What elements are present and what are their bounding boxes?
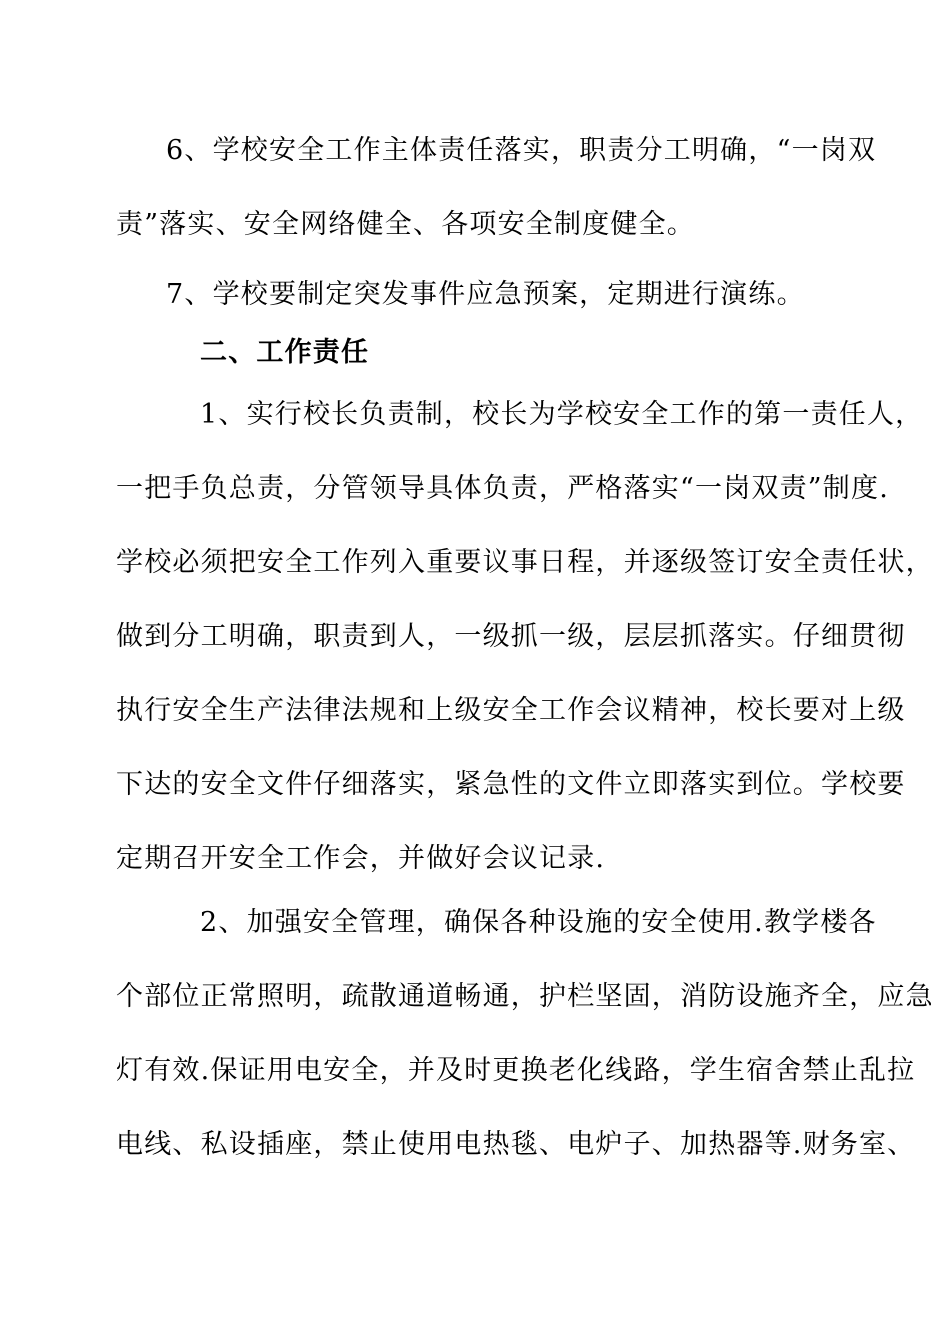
paragraph-line: 灯有效.保证用电安全，并及时更换老化线路，学生宿舍禁止乱拉 <box>116 1055 916 1086</box>
paragraph-line: 7、学校要制定突发事件应急预案，定期进行演练。 <box>166 279 805 310</box>
paragraph-line: 6、学校安全工作主体责任落实，职责分工明确，“一岗双 <box>166 135 877 166</box>
paragraph-line: 做到分工明确，职责到人，一级抓一级，层层抓落实。仔细贯彻 <box>116 621 906 652</box>
paragraph-line: 1、实行校长负责制，校长为学校安全工作的第一责任人， <box>200 399 924 430</box>
paragraph-line: 电线、私设插座，禁止使用电热毯、电炉子、加热器等.财务室、 <box>116 1129 916 1160</box>
paragraph-line: 个部位正常照明，疏散通道畅通，护栏坚固，消防设施齐全，应急 <box>116 981 934 1012</box>
paragraph-line: 学校必须把安全工作列入重要议事日程，并逐级签订安全责任状， <box>116 547 934 578</box>
paragraph-line: 下达的安全文件仔细落实，紧急性的文件立即落实到位。学校要 <box>116 769 906 800</box>
paragraph-line: 2、加强安全管理，确保各种设施的安全使用.教学楼各 <box>200 907 877 938</box>
paragraph-line: 定期召开安全工作会，并做好会议记录. <box>116 843 606 874</box>
paragraph-line: 一把手负总责，分管领导具体负责，严格落实“一岗双责”制度. <box>116 473 889 504</box>
paragraph-line: 执行安全生产法律法规和上级安全工作会议精神，校长要对上级 <box>116 695 906 726</box>
section-heading: 二、工作责任 <box>200 337 370 368</box>
paragraph-line: 责”落实、安全网络健全、各项安全制度健全。 <box>116 209 696 240</box>
